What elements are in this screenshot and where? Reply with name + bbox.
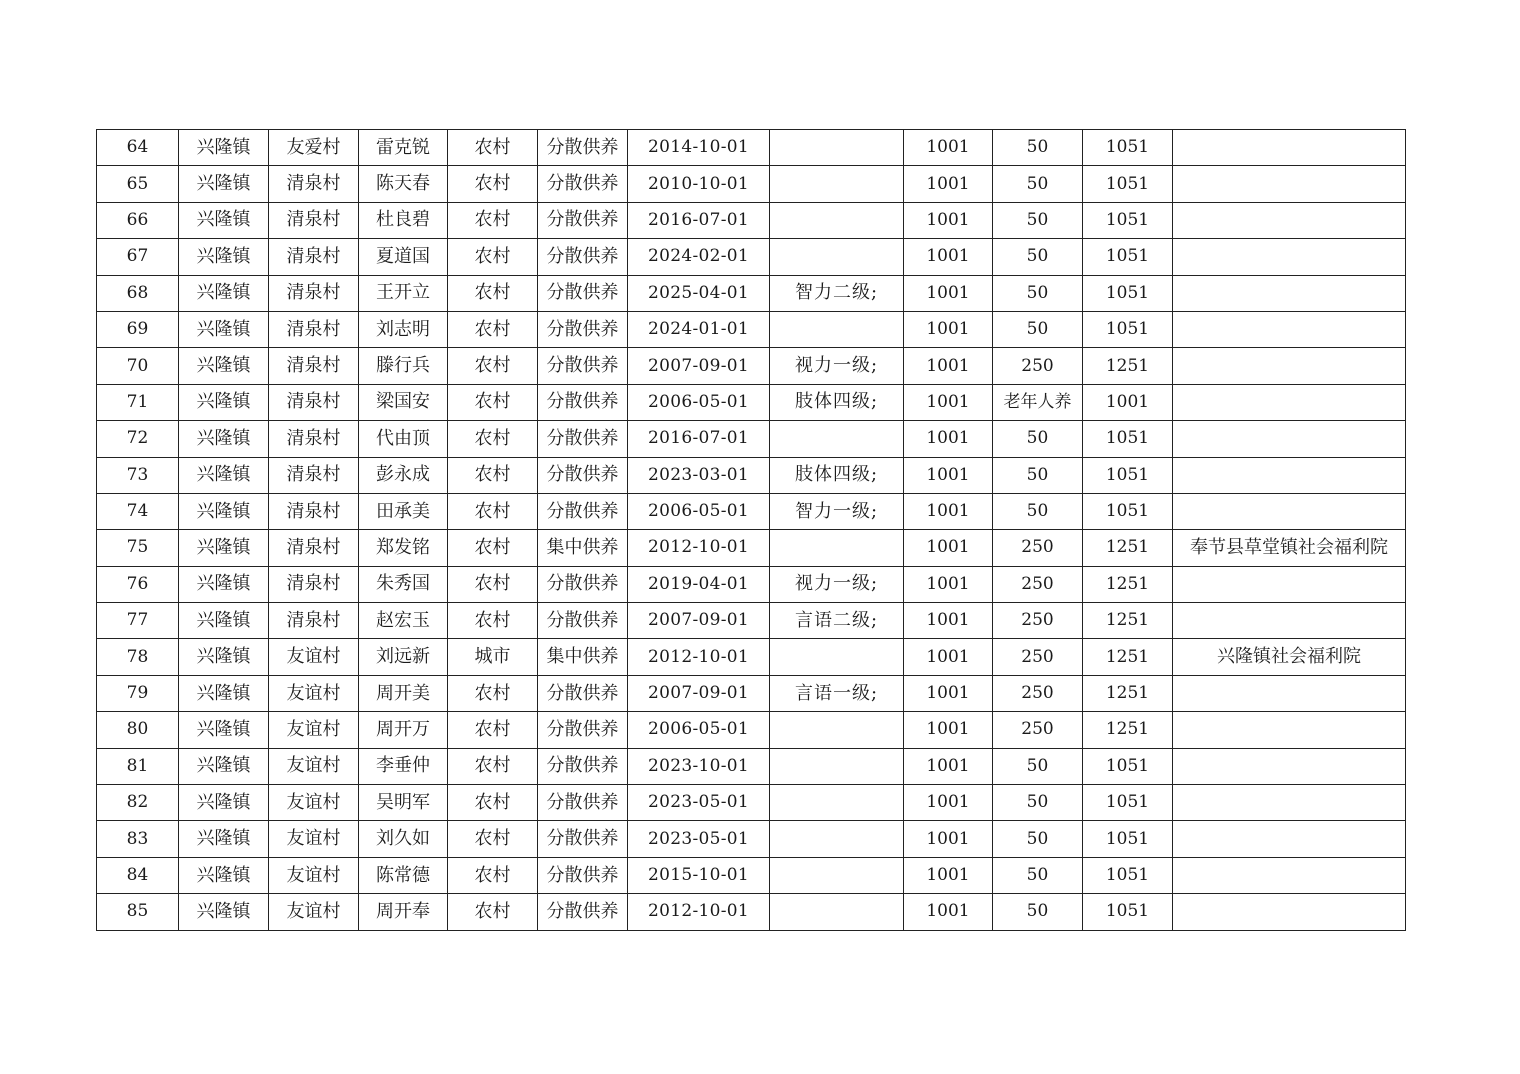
cell-support-type: 分散供养 — [538, 712, 628, 748]
cell-extra-amount: 50 — [993, 202, 1083, 238]
cell-town: 兴隆镇 — [179, 493, 269, 529]
table-row — [97, 311, 1406, 347]
cell-disability: 言语二级; — [770, 603, 904, 639]
cell-village: 友谊村 — [269, 857, 359, 893]
cell-area: 农村 — [448, 130, 538, 166]
cell-total-amount: 1051 — [1083, 785, 1173, 821]
cell-disability: 肢体四级; — [770, 457, 904, 493]
table-row — [97, 348, 1406, 384]
cell-disability — [770, 748, 904, 784]
cell-name: 陈常德 — [359, 857, 448, 893]
cell-extra-amount: 50 — [993, 311, 1083, 347]
cell-extra-amount: 250 — [993, 603, 1083, 639]
cell-base-amount: 1001 — [904, 639, 993, 675]
cell-number: 66 — [97, 202, 179, 238]
cell-institution: 兴隆镇社会福利院 — [1173, 639, 1406, 675]
cell-extra-amount: 50 — [993, 239, 1083, 275]
cell-institution — [1173, 348, 1406, 384]
cell-disability — [770, 785, 904, 821]
cell-village: 友谊村 — [269, 675, 359, 711]
cell-town: 兴隆镇 — [179, 202, 269, 238]
cell-number: 85 — [97, 894, 179, 930]
cell-base-amount: 1001 — [904, 566, 993, 602]
cell-area: 农村 — [448, 785, 538, 821]
cell-start-date: 2024-01-01 — [628, 311, 770, 347]
cell-institution — [1173, 130, 1406, 166]
cell-area: 农村 — [448, 239, 538, 275]
cell-total-amount: 1051 — [1083, 239, 1173, 275]
cell-support-type: 分散供养 — [538, 457, 628, 493]
cell-support-type: 分散供养 — [538, 348, 628, 384]
cell-town: 兴隆镇 — [179, 530, 269, 566]
cell-village: 清泉村 — [269, 493, 359, 529]
cell-name: 雷克锐 — [359, 130, 448, 166]
table-row — [97, 675, 1406, 711]
cell-start-date: 2006-05-01 — [628, 384, 770, 420]
cell-base-amount: 1001 — [904, 857, 993, 893]
cell-base-amount: 1001 — [904, 603, 993, 639]
cell-town: 兴隆镇 — [179, 603, 269, 639]
cell-base-amount: 1001 — [904, 348, 993, 384]
cell-area: 农村 — [448, 748, 538, 784]
table-row — [97, 639, 1406, 675]
cell-village: 友谊村 — [269, 712, 359, 748]
cell-institution — [1173, 894, 1406, 930]
cell-number: 64 — [97, 130, 179, 166]
cell-base-amount: 1001 — [904, 821, 993, 857]
table-row — [97, 457, 1406, 493]
cell-village: 友谊村 — [269, 639, 359, 675]
cell-institution — [1173, 202, 1406, 238]
cell-support-type: 分散供养 — [538, 202, 628, 238]
cell-institution — [1173, 857, 1406, 893]
cell-town: 兴隆镇 — [179, 457, 269, 493]
table-row — [97, 130, 1406, 166]
cell-village: 清泉村 — [269, 275, 359, 311]
cell-extra-amount: 50 — [993, 748, 1083, 784]
table-row — [97, 239, 1406, 275]
cell-village: 清泉村 — [269, 311, 359, 347]
cell-start-date: 2023-05-01 — [628, 821, 770, 857]
cell-area: 城市 — [448, 639, 538, 675]
cell-start-date: 2006-05-01 — [628, 493, 770, 529]
cell-name: 陈天春 — [359, 166, 448, 202]
cell-total-amount: 1251 — [1083, 639, 1173, 675]
cell-institution — [1173, 384, 1406, 420]
cell-start-date: 2012-10-01 — [628, 639, 770, 675]
cell-base-amount: 1001 — [904, 275, 993, 311]
cell-area: 农村 — [448, 421, 538, 457]
cell-support-type: 分散供养 — [538, 857, 628, 893]
cell-base-amount: 1001 — [904, 421, 993, 457]
cell-institution — [1173, 275, 1406, 311]
cell-number: 84 — [97, 857, 179, 893]
cell-start-date: 2024-02-01 — [628, 239, 770, 275]
cell-area: 农村 — [448, 894, 538, 930]
cell-number: 65 — [97, 166, 179, 202]
cell-town: 兴隆镇 — [179, 275, 269, 311]
cell-disability — [770, 712, 904, 748]
cell-base-amount: 1001 — [904, 130, 993, 166]
cell-name: 朱秀国 — [359, 566, 448, 602]
cell-base-amount: 1001 — [904, 239, 993, 275]
cell-village: 清泉村 — [269, 530, 359, 566]
cell-extra-amount: 50 — [993, 493, 1083, 529]
cell-name: 滕行兵 — [359, 348, 448, 384]
cell-name: 郑发铭 — [359, 530, 448, 566]
cell-village: 清泉村 — [269, 384, 359, 420]
cell-start-date: 2015-10-01 — [628, 857, 770, 893]
cell-disability: 智力一级; — [770, 493, 904, 529]
cell-town: 兴隆镇 — [179, 311, 269, 347]
cell-area: 农村 — [448, 311, 538, 347]
cell-name: 李垂仲 — [359, 748, 448, 784]
cell-support-type: 分散供养 — [538, 493, 628, 529]
table-row — [97, 894, 1406, 930]
cell-extra-amount: 250 — [993, 530, 1083, 566]
cell-support-type: 分散供养 — [538, 785, 628, 821]
cell-extra-amount: 250 — [993, 712, 1083, 748]
cell-total-amount: 1251 — [1083, 530, 1173, 566]
cell-total-amount: 1051 — [1083, 894, 1173, 930]
cell-start-date: 2023-10-01 — [628, 748, 770, 784]
cell-disability: 视力一级; — [770, 348, 904, 384]
cell-support-type: 分散供养 — [538, 894, 628, 930]
cell-area: 农村 — [448, 384, 538, 420]
cell-institution — [1173, 239, 1406, 275]
cell-start-date: 2006-05-01 — [628, 712, 770, 748]
table-row — [97, 785, 1406, 821]
cell-start-date: 2019-04-01 — [628, 566, 770, 602]
cell-area: 农村 — [448, 275, 538, 311]
cell-base-amount: 1001 — [904, 894, 993, 930]
cell-name: 夏道国 — [359, 239, 448, 275]
cell-number: 82 — [97, 785, 179, 821]
cell-village: 友谊村 — [269, 748, 359, 784]
cell-extra-amount: 250 — [993, 639, 1083, 675]
cell-base-amount: 1001 — [904, 384, 993, 420]
cell-extra-amount: 50 — [993, 857, 1083, 893]
cell-total-amount: 1051 — [1083, 421, 1173, 457]
cell-area: 农村 — [448, 603, 538, 639]
table-row — [97, 603, 1406, 639]
cell-base-amount: 1001 — [904, 748, 993, 784]
cell-village: 清泉村 — [269, 166, 359, 202]
cell-support-type: 分散供养 — [538, 603, 628, 639]
cell-area: 农村 — [448, 566, 538, 602]
cell-number: 75 — [97, 530, 179, 566]
cell-disability — [770, 821, 904, 857]
cell-name: 赵宏玉 — [359, 603, 448, 639]
cell-village: 清泉村 — [269, 239, 359, 275]
cell-disability: 智力二级; — [770, 275, 904, 311]
cell-number: 79 — [97, 675, 179, 711]
cell-support-type: 分散供养 — [538, 384, 628, 420]
cell-town: 兴隆镇 — [179, 239, 269, 275]
data-table — [96, 129, 1406, 931]
cell-area: 农村 — [448, 457, 538, 493]
cell-number: 69 — [97, 311, 179, 347]
cell-name: 王开立 — [359, 275, 448, 311]
cell-area: 农村 — [448, 166, 538, 202]
cell-start-date: 2023-05-01 — [628, 785, 770, 821]
cell-town: 兴隆镇 — [179, 712, 269, 748]
cell-total-amount: 1251 — [1083, 712, 1173, 748]
cell-total-amount: 1251 — [1083, 348, 1173, 384]
cell-institution — [1173, 311, 1406, 347]
cell-town: 兴隆镇 — [179, 130, 269, 166]
cell-name: 代由顶 — [359, 421, 448, 457]
cell-institution: 奉节县草堂镇社会福利院 — [1173, 530, 1406, 566]
table-row — [97, 202, 1406, 238]
cell-base-amount: 1001 — [904, 675, 993, 711]
cell-base-amount: 1001 — [904, 457, 993, 493]
cell-disability: 肢体四级; — [770, 384, 904, 420]
cell-disability — [770, 639, 904, 675]
cell-extra-amount: 50 — [993, 894, 1083, 930]
cell-village: 清泉村 — [269, 457, 359, 493]
cell-area: 农村 — [448, 857, 538, 893]
table-row — [97, 566, 1406, 602]
cell-total-amount: 1251 — [1083, 675, 1173, 711]
cell-area: 农村 — [448, 712, 538, 748]
cell-town: 兴隆镇 — [179, 675, 269, 711]
cell-town: 兴隆镇 — [179, 348, 269, 384]
cell-extra-amount: 50 — [993, 421, 1083, 457]
cell-village: 清泉村 — [269, 202, 359, 238]
cell-name: 吴明军 — [359, 785, 448, 821]
cell-institution — [1173, 566, 1406, 602]
cell-name: 周开奉 — [359, 894, 448, 930]
cell-institution — [1173, 785, 1406, 821]
cell-area: 农村 — [448, 675, 538, 711]
cell-total-amount: 1051 — [1083, 202, 1173, 238]
cell-area: 农村 — [448, 530, 538, 566]
cell-name: 彭永成 — [359, 457, 448, 493]
cell-total-amount: 1051 — [1083, 275, 1173, 311]
cell-support-type: 分散供养 — [538, 239, 628, 275]
cell-number: 76 — [97, 566, 179, 602]
cell-start-date: 2007-09-01 — [628, 348, 770, 384]
cell-support-type: 分散供养 — [538, 566, 628, 602]
cell-total-amount: 1051 — [1083, 457, 1173, 493]
cell-name: 刘远新 — [359, 639, 448, 675]
cell-town: 兴隆镇 — [179, 166, 269, 202]
table-row — [97, 821, 1406, 857]
cell-area: 农村 — [448, 821, 538, 857]
cell-base-amount: 1001 — [904, 493, 993, 529]
cell-total-amount: 1251 — [1083, 566, 1173, 602]
cell-disability: 言语一级; — [770, 675, 904, 711]
cell-number: 74 — [97, 493, 179, 529]
cell-extra-amount: 250 — [993, 566, 1083, 602]
table-row — [97, 421, 1406, 457]
cell-start-date: 2012-10-01 — [628, 894, 770, 930]
cell-disability — [770, 530, 904, 566]
cell-start-date: 2007-09-01 — [628, 603, 770, 639]
cell-base-amount: 1001 — [904, 311, 993, 347]
cell-village: 友谊村 — [269, 894, 359, 930]
cell-number: 67 — [97, 239, 179, 275]
cell-name: 梁国安 — [359, 384, 448, 420]
cell-total-amount: 1051 — [1083, 748, 1173, 784]
cell-name: 周开美 — [359, 675, 448, 711]
cell-start-date: 2012-10-01 — [628, 530, 770, 566]
cell-support-type: 分散供养 — [538, 130, 628, 166]
cell-base-amount: 1001 — [904, 785, 993, 821]
cell-town: 兴隆镇 — [179, 566, 269, 602]
cell-disability: 视力一级; — [770, 566, 904, 602]
cell-start-date: 2007-09-01 — [628, 675, 770, 711]
cell-institution — [1173, 457, 1406, 493]
cell-number: 80 — [97, 712, 179, 748]
cell-extra-amount: 50 — [993, 785, 1083, 821]
cell-name: 田承美 — [359, 493, 448, 529]
cell-start-date: 2014-10-01 — [628, 130, 770, 166]
cell-number: 68 — [97, 275, 179, 311]
cell-total-amount: 1001 — [1083, 384, 1173, 420]
table-row — [97, 857, 1406, 893]
cell-support-type: 集中供养 — [538, 639, 628, 675]
cell-number: 73 — [97, 457, 179, 493]
cell-number: 71 — [97, 384, 179, 420]
cell-start-date: 2023-03-01 — [628, 457, 770, 493]
cell-name: 刘志明 — [359, 311, 448, 347]
table-row — [97, 748, 1406, 784]
table-row — [97, 275, 1406, 311]
cell-name: 杜良碧 — [359, 202, 448, 238]
cell-support-type: 集中供养 — [538, 530, 628, 566]
cell-start-date: 2025-04-01 — [628, 275, 770, 311]
cell-town: 兴隆镇 — [179, 785, 269, 821]
cell-town: 兴隆镇 — [179, 421, 269, 457]
cell-extra-amount: 50 — [993, 130, 1083, 166]
cell-number: 72 — [97, 421, 179, 457]
cell-area: 农村 — [448, 493, 538, 529]
cell-support-type: 分散供养 — [538, 421, 628, 457]
cell-area: 农村 — [448, 202, 538, 238]
cell-total-amount: 1051 — [1083, 311, 1173, 347]
cell-number: 81 — [97, 748, 179, 784]
cell-base-amount: 1001 — [904, 530, 993, 566]
cell-village: 清泉村 — [269, 348, 359, 384]
cell-start-date: 2010-10-01 — [628, 166, 770, 202]
cell-number: 78 — [97, 639, 179, 675]
cell-institution — [1173, 748, 1406, 784]
cell-disability — [770, 894, 904, 930]
cell-total-amount: 1051 — [1083, 857, 1173, 893]
cell-support-type: 分散供养 — [538, 311, 628, 347]
cell-support-type: 分散供养 — [538, 675, 628, 711]
cell-town: 兴隆镇 — [179, 894, 269, 930]
cell-start-date: 2016-07-01 — [628, 421, 770, 457]
data-table-container — [96, 129, 1406, 931]
cell-town: 兴隆镇 — [179, 857, 269, 893]
cell-number: 70 — [97, 348, 179, 384]
cell-number: 77 — [97, 603, 179, 639]
cell-village: 友谊村 — [269, 821, 359, 857]
cell-total-amount: 1051 — [1083, 821, 1173, 857]
table-row — [97, 166, 1406, 202]
cell-disability — [770, 311, 904, 347]
cell-support-type: 分散供养 — [538, 748, 628, 784]
cell-town: 兴隆镇 — [179, 821, 269, 857]
cell-village: 友爱村 — [269, 130, 359, 166]
cell-support-type: 分散供养 — [538, 821, 628, 857]
cell-institution — [1173, 166, 1406, 202]
cell-name: 刘久如 — [359, 821, 448, 857]
cell-disability — [770, 421, 904, 457]
cell-base-amount: 1001 — [904, 202, 993, 238]
table-row — [97, 384, 1406, 420]
cell-base-amount: 1001 — [904, 712, 993, 748]
cell-village: 清泉村 — [269, 421, 359, 457]
cell-total-amount: 1251 — [1083, 603, 1173, 639]
cell-start-date: 2016-07-01 — [628, 202, 770, 238]
cell-support-type: 分散供养 — [538, 275, 628, 311]
cell-disability — [770, 202, 904, 238]
cell-village: 清泉村 — [269, 566, 359, 602]
cell-disability — [770, 130, 904, 166]
table-body — [97, 130, 1406, 931]
cell-institution — [1173, 675, 1406, 711]
cell-extra-amount: 250 — [993, 348, 1083, 384]
cell-institution — [1173, 821, 1406, 857]
cell-village: 清泉村 — [269, 603, 359, 639]
cell-total-amount: 1051 — [1083, 130, 1173, 166]
cell-extra-amount: 50 — [993, 457, 1083, 493]
cell-institution — [1173, 493, 1406, 529]
table-row — [97, 530, 1406, 566]
cell-town: 兴隆镇 — [179, 639, 269, 675]
cell-village: 友谊村 — [269, 785, 359, 821]
cell-base-amount: 1001 — [904, 166, 993, 202]
cell-disability — [770, 166, 904, 202]
cell-town: 兴隆镇 — [179, 384, 269, 420]
cell-area: 农村 — [448, 348, 538, 384]
cell-extra-amount: 50 — [993, 821, 1083, 857]
cell-extra-amount: 老年人养 — [993, 384, 1083, 420]
cell-extra-amount: 50 — [993, 166, 1083, 202]
cell-total-amount: 1051 — [1083, 493, 1173, 529]
table-row — [97, 493, 1406, 529]
table-row — [97, 712, 1406, 748]
cell-institution — [1173, 712, 1406, 748]
cell-name: 周开万 — [359, 712, 448, 748]
cell-total-amount: 1051 — [1083, 166, 1173, 202]
cell-support-type: 分散供养 — [538, 166, 628, 202]
cell-institution — [1173, 603, 1406, 639]
cell-disability — [770, 239, 904, 275]
cell-institution — [1173, 421, 1406, 457]
cell-extra-amount: 250 — [993, 675, 1083, 711]
cell-disability — [770, 857, 904, 893]
cell-extra-amount: 50 — [993, 275, 1083, 311]
cell-number: 83 — [97, 821, 179, 857]
cell-town: 兴隆镇 — [179, 748, 269, 784]
